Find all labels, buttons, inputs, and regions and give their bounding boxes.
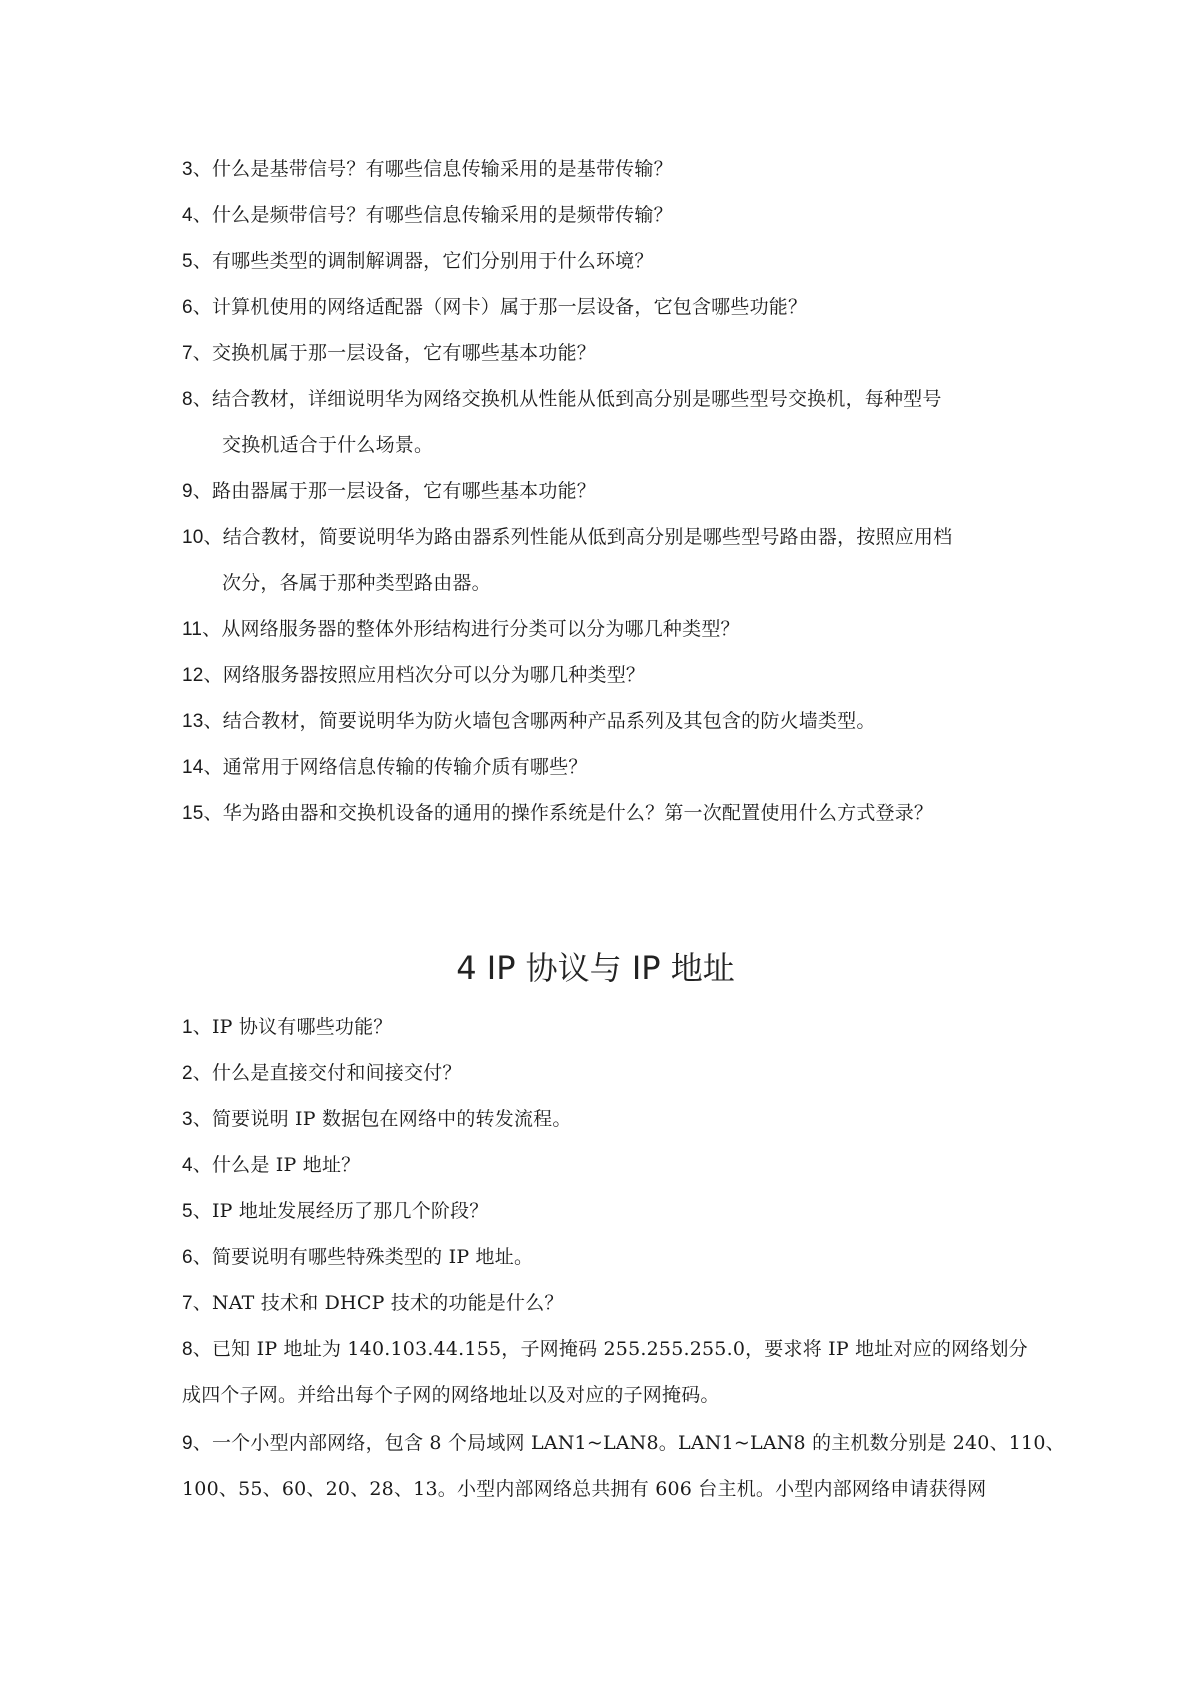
question-10-continuation: 次分，各属于那种类型路由器。 bbox=[222, 572, 491, 594]
ip-question-9: 9、一个小型内部网络，包含 8 个局域网 LAN1~LAN8。LAN1~LAN8 的主机数分别是 240、110、 bbox=[182, 1432, 1065, 1454]
ip-question-8-continuation: 成四个子网。并给出每个子网的网络地址以及对应的子网掩码。 bbox=[182, 1384, 720, 1406]
ip-question-2: 2、什么是直接交付和间接交付？ bbox=[182, 1062, 462, 1084]
question-7: 7、交换机属于那一层设备，它有哪些基本功能？ bbox=[182, 342, 596, 364]
question-11: 11、从网络服务器的整体外形结构进行分类可以分为哪几种类型？ bbox=[182, 618, 740, 640]
question-5: 5、有哪些类型的调制解调器，它们分别用于什么环境？ bbox=[182, 250, 654, 272]
ip-question-6: 6、简要说明有哪些特殊类型的 IP 地址。 bbox=[182, 1246, 534, 1268]
question-12: 12、网络服务器按照应用档次分可以分为哪几种类型？ bbox=[182, 664, 646, 686]
ip-question-7: 7、NAT 技术和 DHCP 技术的功能是什么？ bbox=[182, 1292, 564, 1314]
question-3: 3、什么是基带信号？有哪些信息传输采用的是基带传输？ bbox=[182, 158, 673, 180]
ip-question-9-continuation: 100、55、60、20、28、13。小型内部网络总共拥有 606 台主机。小型内部网络申请获得网 bbox=[182, 1478, 987, 1500]
ip-question-5: 5、IP 地址发展经历了那几个阶段？ bbox=[182, 1200, 489, 1222]
section-heading: 4 IP 协议与 IP 地址 bbox=[456, 949, 735, 987]
question-6: 6、计算机使用的网络适配器（网卡）属于那一层设备，它包含哪些功能？ bbox=[182, 296, 808, 318]
question-10: 10、结合教材，简要说明华为路由器系列性能从低到高分别是哪些型号路由器，按照应用档 bbox=[182, 526, 953, 548]
ip-question-8: 8、已知 IP 地址为 140.103.44.155，子网掩码 255.255.255.0，要求将 IP 地址对应的网络划分 bbox=[182, 1338, 1028, 1360]
question-8-continuation: 交换机适合于什么场景。 bbox=[222, 434, 434, 456]
question-13: 13、结合教材，简要说明华为防火墙包含哪两种产品系列及其包含的防火墙类型。 bbox=[182, 710, 876, 732]
question-14: 14、通常用于网络信息传输的传输介质有哪些？ bbox=[182, 756, 588, 778]
ip-question-4: 4、什么是 IP 地址？ bbox=[182, 1154, 361, 1176]
ip-question-3: 3、简要说明 IP 数据包在网络中的转发流程。 bbox=[182, 1108, 572, 1130]
question-8: 8、结合教材，详细说明华为网络交换机从性能从低到高分别是哪些型号交换机，每种型号 bbox=[182, 388, 942, 410]
question-15: 15、华为路由器和交换机设备的通用的操作系统是什么？第一次配置使用什么方式登录？ bbox=[182, 802, 934, 824]
ip-question-1: 1、IP 协议有哪些功能？ bbox=[182, 1016, 393, 1038]
question-4: 4、什么是频带信号？有哪些信息传输采用的是频带传输？ bbox=[182, 204, 673, 226]
question-9: 9、路由器属于那一层设备，它有哪些基本功能？ bbox=[182, 480, 596, 502]
